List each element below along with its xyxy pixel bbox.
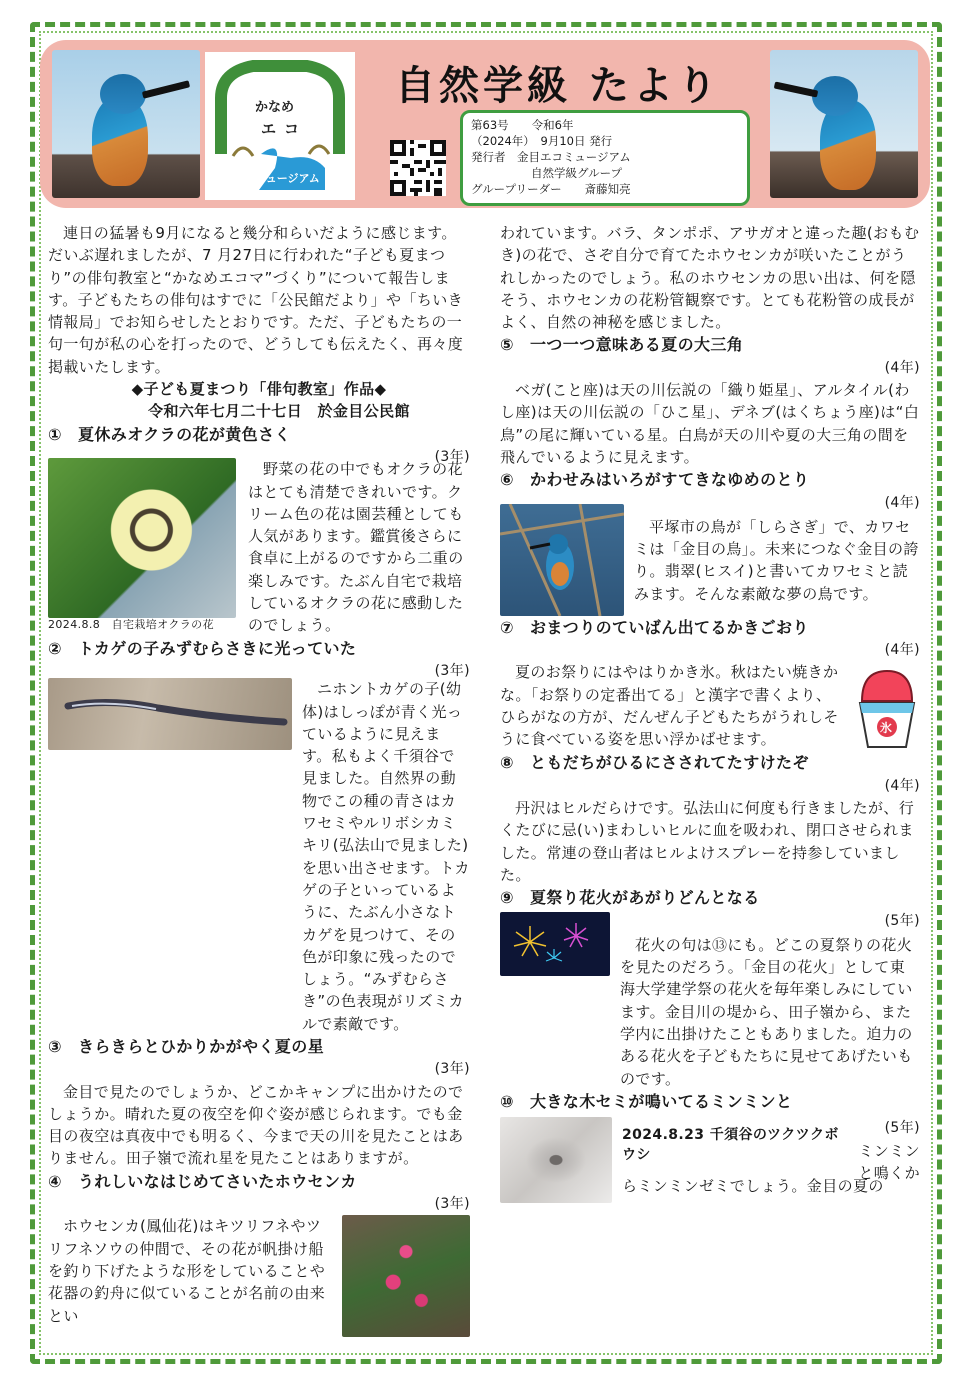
lizard-icon (48, 678, 292, 750)
okra-flower-photo (48, 458, 236, 618)
okra-photo-caption: 2024.8.8 自宅栽培オクラの花 (48, 618, 214, 632)
kingfisher-icon (500, 504, 624, 616)
haiku-heading: ⑩ 大きな木セミが鳴いてるミンミンと (500, 1091, 793, 1111)
ice-flag-label: 氷 (880, 721, 893, 736)
haiku-commentary: 野菜の花の中でもオクラの花はとても清楚できれいです。クリーム色の花は園芸種としても人気があります。鑑賞後さらに食卓に上がるのですから二重の楽しみです。たぶん自宅で栽培しているオクラの花に感動したのでしょう。 (248, 460, 464, 635)
event-title: ◆子ども夏まつり「俳句教室」作品◆ (131, 380, 387, 399)
issue-date: （2024年） 9月10日 発行 (471, 134, 613, 148)
haiku-commentary: 丹沢はヒルだらけです。弘法山に何度も行きましたが、行くたびに忌(い)まわしいヒルに血を吸われ、閉口させられました。常連の登山者はヒルよけスプレーを持参していました。 (500, 799, 915, 884)
intro-text: 連日の猛暑も9月になると幾分和らいだように感じます。だいぶ遅れましたが、7 月27日に行われた“子ども夏まつり”の俳句教室と“かなめエコマ”づくり”について報告します。子どもたちの俳句はすでに「公民館だより」や「ちいき情報局」でお知らせしたとおりです。ただ、子どもたちの一句一句が私の心を打ったので、どうしても伝えたく、再々度掲載いたします。 (48, 224, 464, 376)
haiku-commentary: ホウセンカ(鳳仙花)はキツリフネやツリフネソウの仲間で、その花が帆掛け船を釣り下げたような形をしていることや花器の釣舟に似ていることが名前の由来とい (48, 1217, 326, 1325)
haiku-heading: ⑤ 一つ一つ意味ある夏の大三角 (500, 335, 744, 355)
issue-era: 令和6年 (531, 118, 574, 132)
lizard-photo (48, 678, 292, 750)
haiku-commentary: 金目で見たのでしょうか、どこかキャンプに出かけたのでしょうか。晴れた夏の夜空を仰ぐ姿が感じられます。でも金目の夜空は真夜中でも明るく、今まで天の川を見たことはありません。田子嶺で流れ星を見たことはありますが。 (48, 1082, 464, 1168)
haiku-grade: (3年) (434, 1061, 470, 1078)
qr-code[interactable] (390, 140, 446, 196)
logo-text-kaname: かなめ (255, 100, 295, 115)
haiku-commentary-line: ミンミン (858, 1141, 920, 1160)
haiku-grade: (5年) (884, 1120, 920, 1137)
haiku-grade: (3年) (434, 1196, 470, 1213)
logo-text-museum: ミュージアム (255, 172, 320, 185)
masthead (40, 40, 930, 208)
newsletter-title: 自然学級 たより (395, 63, 721, 109)
haiku-commentary-line: と鳴くか (858, 1163, 920, 1182)
haiku-grade: (3年) (434, 448, 470, 465)
cicada-photo-caption: 2024.8.23 千須谷のツクツクボウシ (622, 1127, 839, 1164)
haiku-commentary: らミンミンゼミでしょう。金目の夏の (622, 1177, 884, 1196)
haiku-grade: (4年) (884, 494, 920, 511)
issue-publisher: 発行者 金目エコミュージアム (471, 150, 631, 164)
haiku-heading: ⑦ おまつりのていばん出てるかきごおり (500, 617, 809, 637)
haiku-heading: ③ きらきらとひかりかがやく夏の星 (48, 1036, 325, 1056)
kaname-eco-museum-logo (205, 52, 355, 200)
kingfisher-branch-photo (500, 504, 624, 616)
issue-leader: グループリーダー 斎藤知亮 (471, 182, 631, 196)
left-column (48, 222, 470, 1337)
haiku-heading: ⑨ 夏祭り花火があがりどんとなる (500, 888, 760, 908)
haiku-grade: (5年) (884, 912, 920, 929)
haiku-grade: (4年) (884, 359, 920, 376)
haiku-commentary-continued: われています。バラ、タンポポ、アサガオと違った趣(おもむき)の花で、さぞ自分で育てたホウセンカが咲いたことがうれしかったのでしょう。私のホウセンカの思い出は、何を隠そう、ホウセンカの花粉管観察です。とても花粉管の成長がよく、自然の神秘を感じました。 (500, 224, 920, 332)
haiku-heading: ② トカゲの子みずむらさきに光っていた (48, 638, 357, 658)
haiku-heading: ④ うれしいなはじめてさいたホウセンカ (48, 1171, 357, 1191)
haiku-commentary: 夏のお祭りにはやはりかき氷。秋はたい焼きかな。「お祭りの定番出てる」と漢字で書くより、ひらがなの方が、だんぜん子どもたちがうれしそうに食べている姿を思い浮かばせます。 (500, 663, 839, 749)
issue-info (460, 110, 750, 206)
balsam-flower-photo (342, 1215, 470, 1337)
kingfisher-photo-left (52, 50, 200, 198)
haiku-heading: ⑧ ともだちがひるにさされてたすけたぞ (500, 753, 809, 773)
issue-group: 自然学級グループ (531, 166, 623, 180)
haiku-commentary: 平塚市の鳥が「しらさぎ」で、カワセミは「金目の鳥」。未来につなぐ金目の誇り。翡翠(ヒスイ)と書いてカワセミと読みます。そんな素敵な夢の鳥です。 (634, 517, 919, 603)
haiku-commentary: ニホントカゲの子(幼体)はしっぽが青く光っているように見えます。私もよく千須谷で見ました。自然界の動物でこの種の青さはカワセミやルリボシカミキリ(弘法山で見ました)を思い出させます。トカゲの子といっているように、たぶん小さなトカゲを見つけて、その色が印象に残ったのでしょう。“みずむらさき”の色表現がリズミカルで素敵です。 (302, 680, 470, 1033)
haiku-grade: (3年) (434, 662, 470, 679)
kingfisher-photo-right (770, 50, 918, 198)
issue-number: 第63号 (471, 118, 509, 132)
haiku-commentary: ベガ(こと座)は天の川伝説の「織り姫星」、アルタイル(わし座)は天の川伝説の「ひこ星」、デネブ(はくちょう座)は“白鳥”の尾に輝いている星。白鳥が天の川や夏の大三角の間を飛んでいるように見えます。 (500, 381, 920, 466)
haiku-heading: ① 夏休みオクラの花が黄色さく (48, 424, 291, 444)
qr-code-icon (390, 140, 446, 196)
haiku-commentary: 花火の句は⑬にも。どこの夏祭りの花火を見たのだろう。「金目の花火」として東海大学建学祭の花火を毎年楽しみにしています。金目川の堤から、田子嶺から、また学内に出掛けたこともありました。迫力のある花火を子どもたちに見せてあげたいものです。 (620, 935, 913, 1088)
haiku-grade: (4年) (884, 642, 920, 659)
haiku-grade: (4年) (884, 777, 920, 794)
fireworks-photo (500, 912, 610, 976)
fireworks-icon (500, 912, 610, 976)
haiku-heading: ⑥ かわせみはいろがすてきなゆめのとり (500, 470, 810, 490)
logo-text-eco: エコ (261, 120, 308, 138)
shaved-ice-illustration (854, 667, 920, 751)
cicada-photo (500, 1117, 612, 1203)
right-column (500, 222, 920, 1198)
event-date: 令和六年七月二十七日 於金目公民館 (148, 402, 410, 421)
